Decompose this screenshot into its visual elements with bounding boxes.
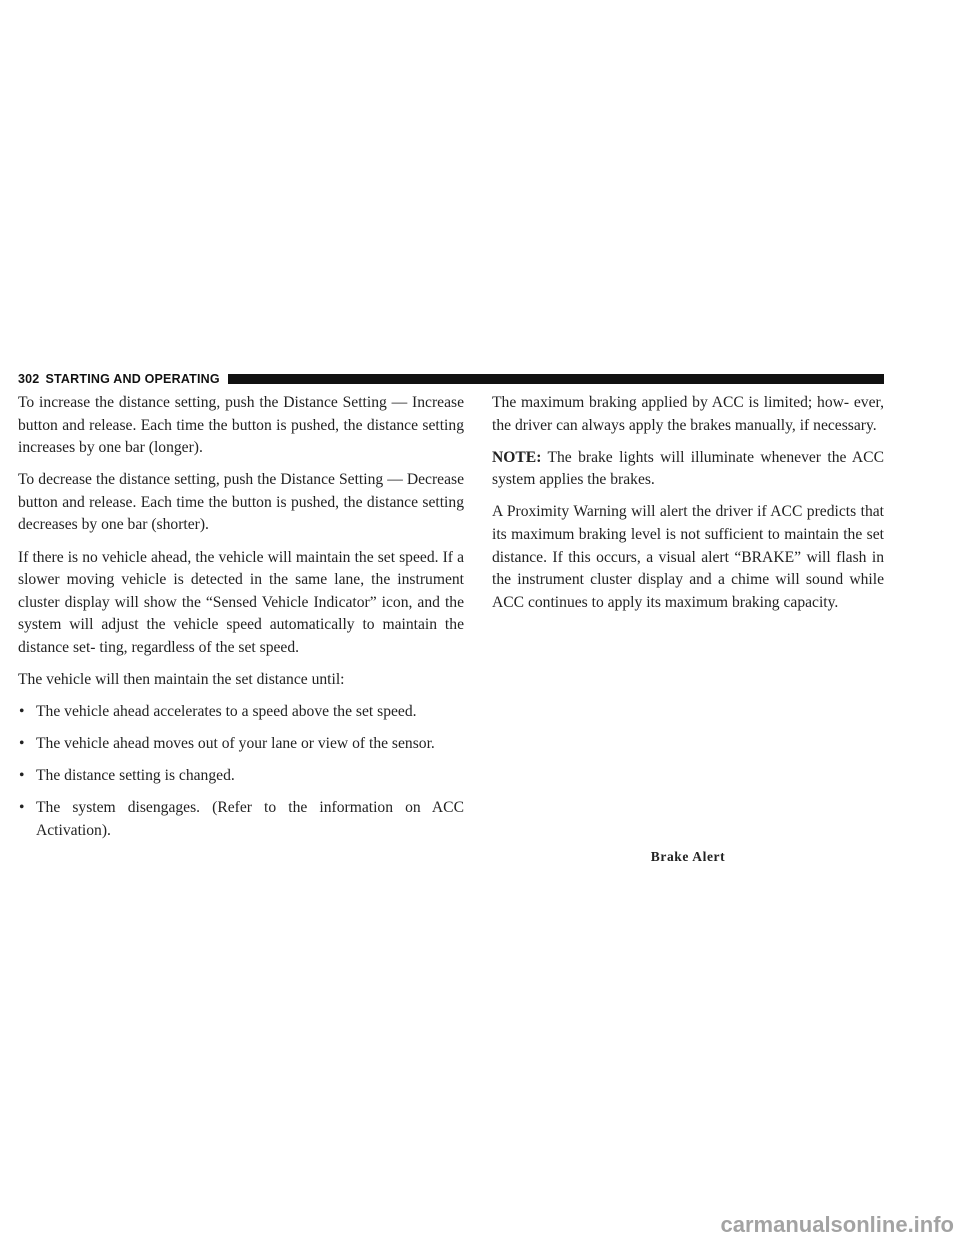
paragraph-no-vehicle-ahead: If there is no vehicle ahead, the vehicle will maintain the set speed. If a slower moving vehicle is detected in the same lane, the instrument cluster display will show the “Sensed Vehicle Indicator” icon, and the system will adjust the vehicle speed automatically to maintain the distance set- ting, regardless of the set speed. — [18, 548, 464, 656]
page-number: 302 — [18, 372, 40, 386]
list-item-text: The vehicle ahead moves out of your lane or view of the sensor. — [36, 735, 435, 753]
list-item — [18, 701, 464, 724]
left-column — [18, 392, 464, 852]
list-item — [18, 797, 464, 842]
paragraph-decrease-distance: To decrease the distance setting, push the Distance Setting — Decrease button and release. Each time the button is pushed, the distance setting decreases by one bar (shorter). — [18, 471, 464, 534]
bullet-icon: • — [19, 735, 25, 753]
list-item-text: The vehicle ahead accelerates to a speed above the set speed. — [36, 703, 417, 721]
paragraph-maintain-until: The vehicle will then maintain the set distance until: — [18, 671, 345, 689]
page-header — [18, 370, 884, 388]
header-rule — [228, 374, 884, 384]
bullet-icon: • — [19, 799, 25, 817]
section-title: STARTING AND OPERATING — [45, 372, 220, 386]
bullet-icon: • — [19, 767, 25, 785]
list-item-text: The system disengages. (Refer to the information on ACC Activation). — [36, 799, 464, 839]
brake-alert-figure — [492, 625, 884, 845]
list-item-text: The distance setting is changed. — [36, 767, 235, 785]
list-item — [18, 765, 464, 788]
condition-list — [18, 701, 464, 842]
right-column — [492, 392, 884, 624]
note-paragraph — [492, 447, 884, 492]
figure-caption: Brake Alert — [650, 849, 726, 864]
paragraph-proximity-warning: A Proximity Warning will alert the driver if ACC predicts that its maximum braking level is not sufficient to maintain the set distance. If this occurs, a visual alert “BRAKE” will flash in the instrument cluster display and a chime will sound while ACC continues to apply its maximum braking capacity. — [492, 503, 884, 611]
note-text: The brake lights will illuminate whenever the ACC system applies the brakes. — [492, 448, 884, 489]
bullet-icon: • — [19, 703, 25, 721]
paragraph-increase-distance: To increase the distance setting, push the Distance Setting — Increase button and release. Each time the button is pushed, the distance setting increases by one bar (longer). — [18, 394, 464, 457]
watermark: carmanualsonline.info — [720, 1212, 954, 1237]
note-label: NOTE: — [492, 448, 542, 466]
paragraph-max-braking: The maximum braking applied by ACC is limited; how- ever, the driver can always apply the brakes manually, if necessary. — [492, 394, 884, 434]
list-item — [18, 733, 464, 756]
